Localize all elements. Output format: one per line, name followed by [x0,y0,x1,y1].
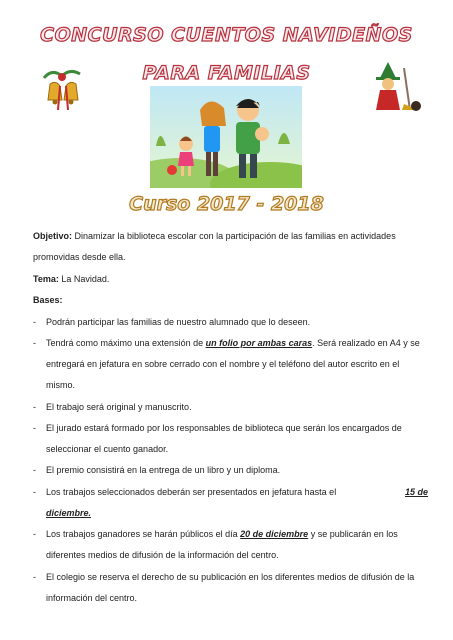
list-dash: - [33,572,36,582]
bases-item-1: Podrán participar las familias de nuestro alumnado que lo deseen. [46,317,311,327]
bases-item-4: El jurado estará formado por los responsables de biblioteca que serán los encargados de [46,423,402,433]
objetivo-paragraph [33,231,428,242]
objetivo-label: Objetivo: [33,231,73,241]
title-line-1: CONCURSO CUENTOS NAVIDEÑOS [40,24,413,46]
bases-item-7-line-2: diferentes medios de difusión de la información del centro. [46,550,279,560]
bases-item-8-line-2: información del centro. [46,593,138,603]
list-dash: - [33,338,36,348]
emphasis-date-deadline: 15 de [404,487,428,497]
bases-item-5: El premio consistirá en la entrega de un libro y un diploma. [46,465,281,475]
objetivo-text-cont: promovidas desde ella. [33,252,126,262]
list-dash: - [33,487,36,497]
bases-item-2: Tendrá como máximo una extensión de un folio por ambas caras. Será realizado en A4 y se [46,338,420,348]
course-year: Curso 2017 - 2018 [129,193,324,215]
tema-paragraph [33,274,428,285]
bases-item-6-line-2: diciembre. [46,508,92,518]
list-dash: - [33,423,36,433]
bases-item-6: Los trabajos seleccionados deberán ser presentados en jefatura hasta el 15 de [46,487,428,497]
emphasis-date-winners: 20 de diciembre [240,529,309,539]
list-dash: - [33,529,36,539]
list-dash: - [33,402,36,412]
bases-item-8: El colegio se reserva el derecho de su publicación en los diferentes medios de difusión de la [46,572,415,582]
bases-label: Bases: [33,295,63,305]
list-dash: - [33,465,36,475]
objetivo-text: Dinamizar la biblioteca escolar con la participación de las familias en actividades [74,231,396,241]
tema-label: Tema: [33,274,59,284]
bases-item-3: El trabajo será original y manuscrito. [46,402,192,412]
bases-item-7: Los trabajos ganadores se harán públicos el día 20 de diciembre y se publicarán en los [46,529,398,539]
list-dash: - [33,317,36,327]
family-illustration [150,86,302,188]
bases-item-2-line-2: entregará en jefatura en sobre cerrado con el nombre y el teléfono del autor escrito en el [46,359,400,369]
bases-item-2-line-3: mismo. [46,380,75,390]
title-line-2: PARA FAMILIAS [142,62,311,84]
emphasis-folio: un folio por ambas caras [205,338,313,348]
bases-item-4-line-2: seleccionar el cuento ganador. [46,444,169,454]
tema-text: La Navidad. [61,274,110,284]
